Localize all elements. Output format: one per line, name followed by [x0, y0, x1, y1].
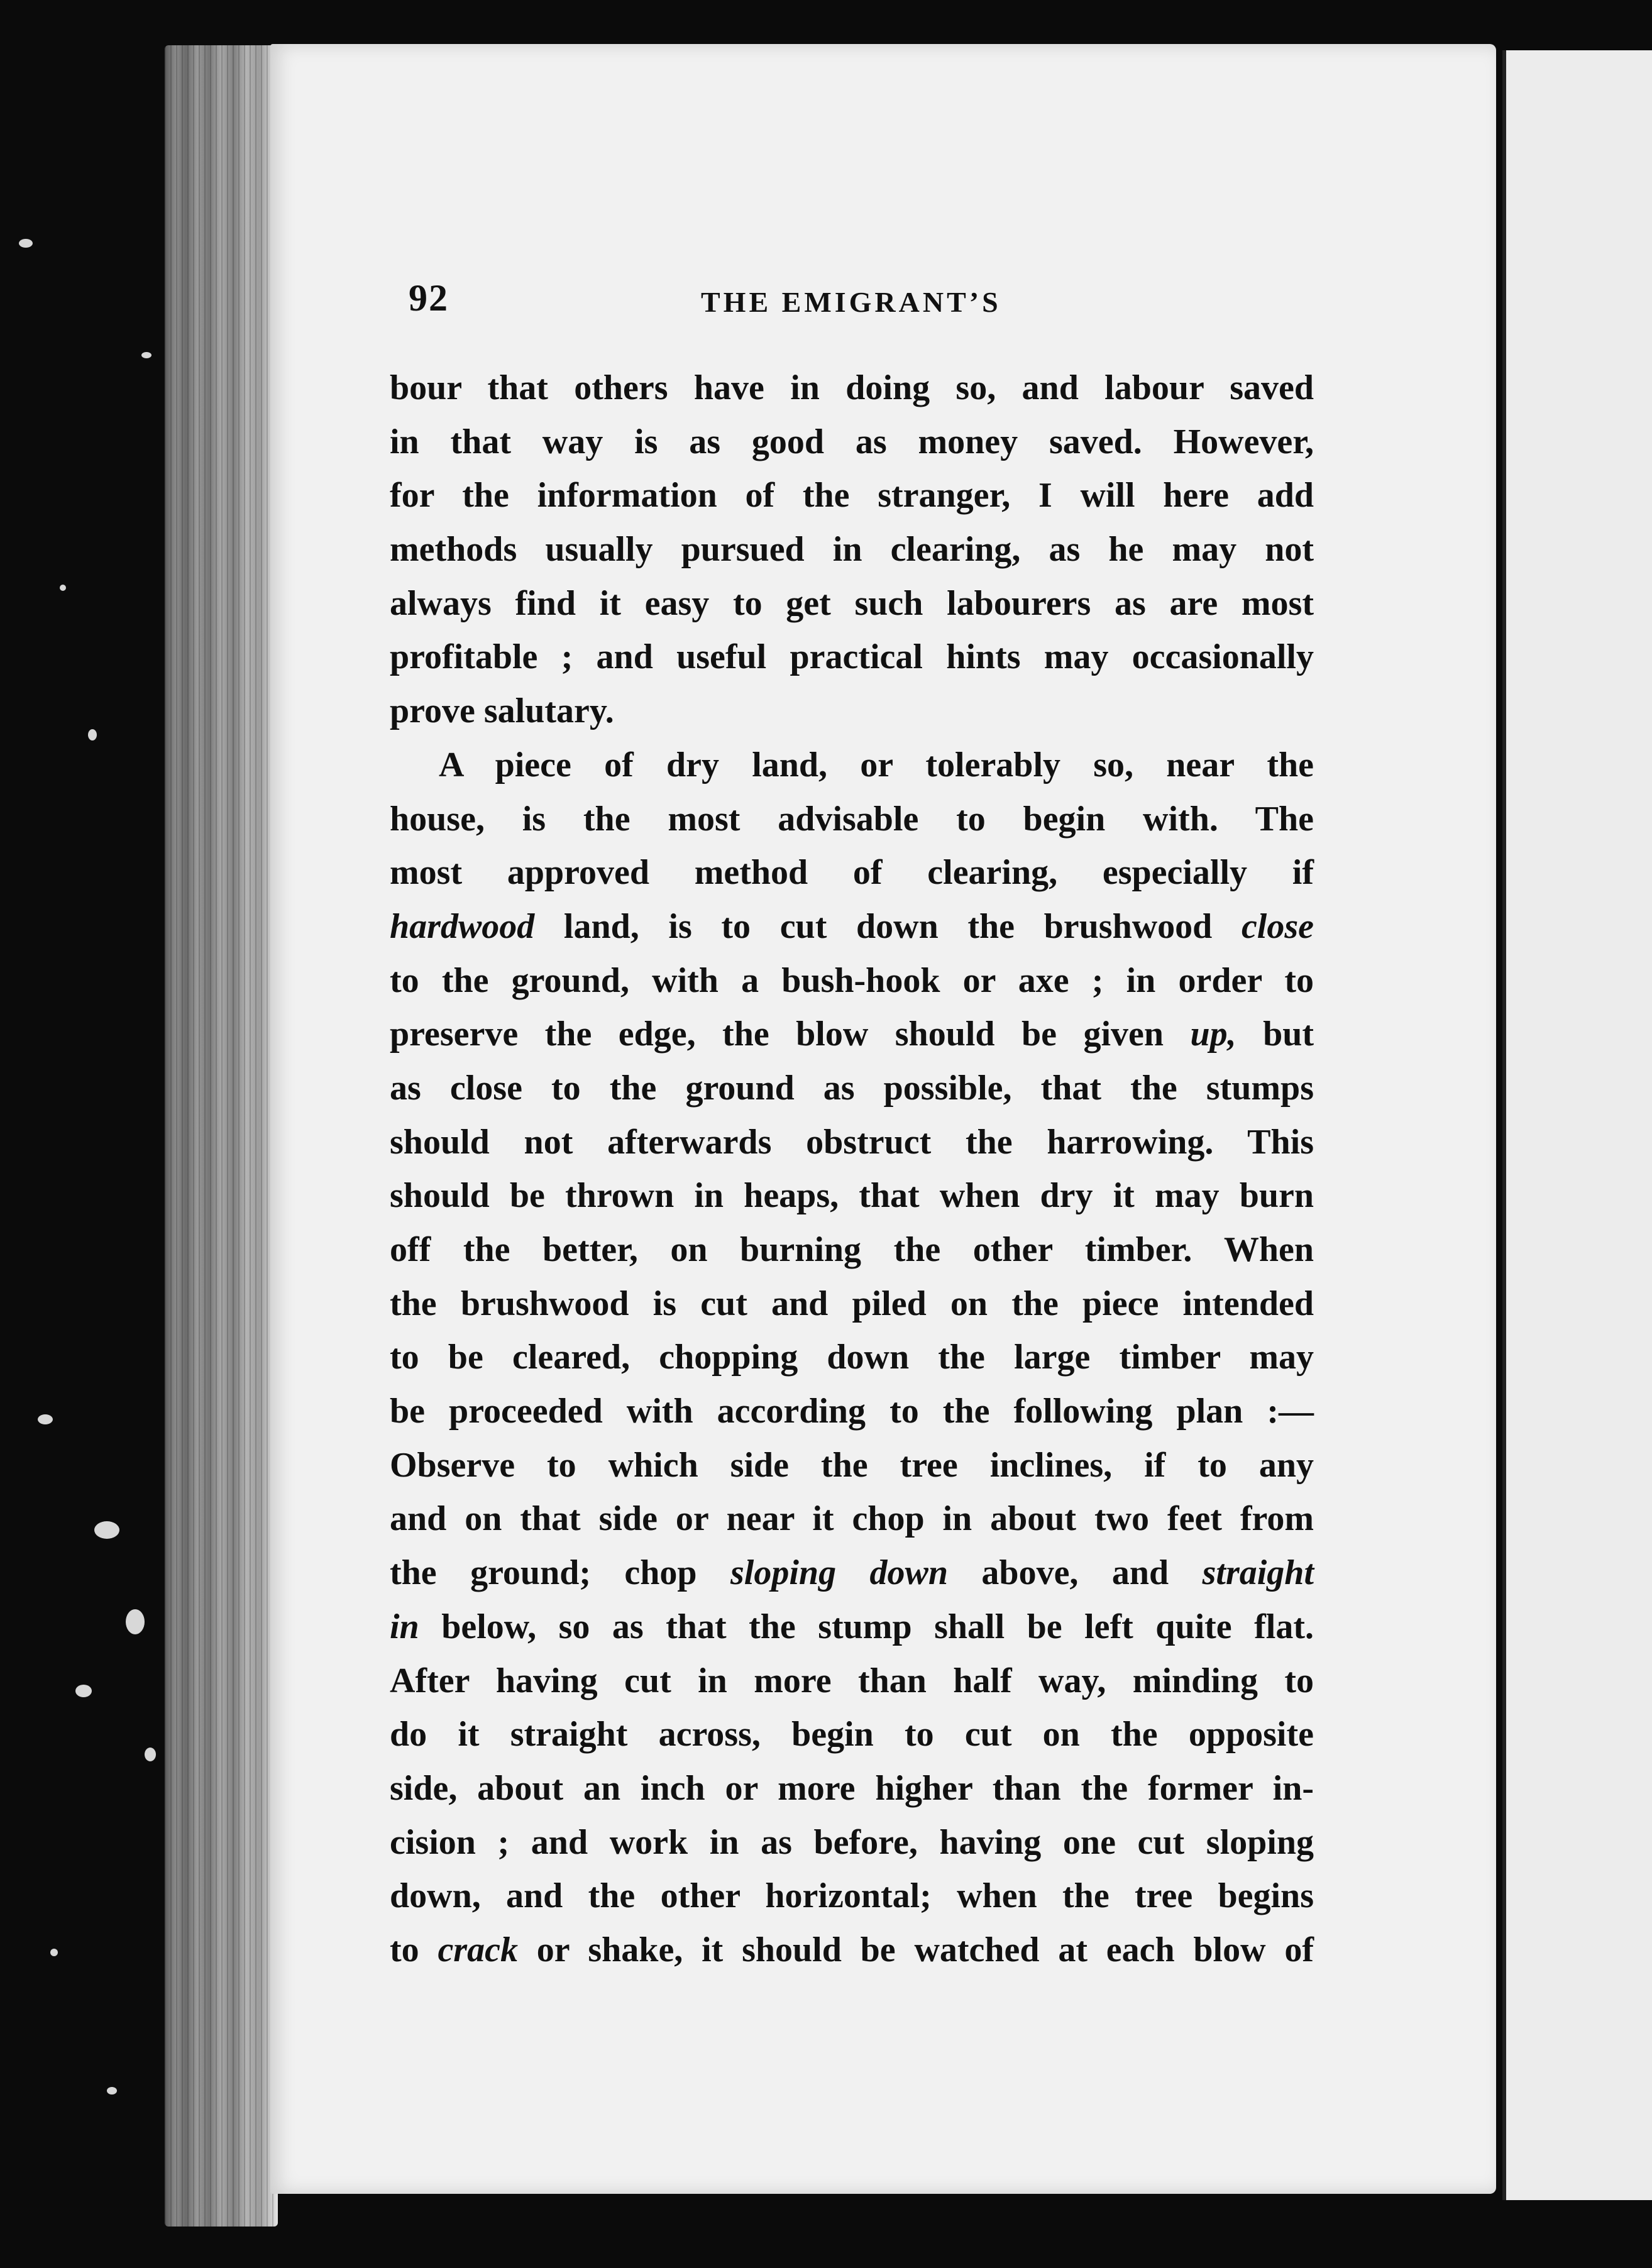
text-line: should not afterwards obstruct the harrowing. This [390, 1122, 1314, 1162]
running-head [409, 277, 1301, 327]
text-line: as close to the ground as possible, that the stumps [390, 1068, 1314, 1108]
text-run: below, so as that the stump shall be left quite flat. [419, 1607, 1314, 1646]
dust-speck [19, 239, 33, 248]
italic-text: close [1241, 906, 1314, 946]
dust-speck [38, 1414, 53, 1424]
text-line: the brushwood is cut and piled on the piece intended [390, 1284, 1314, 1323]
dust-speck [94, 1521, 119, 1539]
text-line [390, 1924, 1314, 1978]
body-text [390, 361, 1314, 1978]
text-line: to be cleared, chopping down the large timber may [390, 1338, 1314, 1377]
italic-text: sloping down [730, 1553, 948, 1593]
text-line: be proceeded with according to the following plan :— [390, 1392, 1314, 1431]
text-line: most approved method of clearing, especially if [390, 853, 1314, 893]
text-line [390, 900, 1314, 954]
dust-speck [60, 585, 66, 591]
text-line: for the information of the stranger, I will here add [390, 476, 1314, 515]
facing-page-edge [1502, 50, 1652, 2200]
dust-speck [145, 1748, 156, 1761]
text-run: to [390, 1930, 438, 1969]
running-title: THE EMIGRANT’S [701, 286, 1001, 318]
text-line [390, 1546, 1314, 1600]
text-line: should be thrown in heaps, that when dry it may burn [390, 1176, 1314, 1216]
text-line: cision ; and work in as before, having one cut sloping [390, 1822, 1314, 1862]
text-line: After having cut in more than half way, minding to [390, 1661, 1314, 1700]
text-line: to the ground, with a bush-hook or axe ; in order to [390, 961, 1314, 1000]
dust-speck [107, 2087, 117, 2095]
italic-text: hardwood [390, 906, 535, 946]
text-line: in that way is as good as money saved. However, [390, 422, 1314, 461]
text-run: preserve the edge, the blow should be given [390, 1015, 1191, 1054]
text-line: house, is the most advisable to begin with. The [390, 799, 1314, 839]
paragraph [390, 361, 1314, 739]
dust-speck [126, 1609, 145, 1634]
text-run: the ground; chop [390, 1553, 731, 1593]
dust-speck [50, 1949, 58, 1956]
text-line: always find it easy to get such labourers as are most [390, 583, 1314, 623]
text-line: side, about an inch or more higher than the former in- [390, 1768, 1314, 1808]
text-run: above, and [948, 1553, 1203, 1593]
text-line: A piece of dry land, or tolerably so, near the [439, 745, 1314, 784]
italic-text: in [390, 1607, 419, 1646]
italic-text: straight [1202, 1553, 1314, 1593]
text-line: down, and the other horizontal; when the tree begins [390, 1876, 1314, 1916]
italic-text: crack [438, 1930, 518, 1969]
text-line: and on that side or near it chop in about two feet from [390, 1499, 1314, 1539]
italic-text: up, [1190, 1015, 1236, 1054]
text-line: bour that others have in doing so, and labour saved [390, 368, 1314, 407]
page-number: 92 [409, 277, 449, 319]
dust-speck [88, 729, 97, 740]
text-line: profitable ; and useful practical hints may occasionally [390, 637, 1314, 677]
text-line: off the better, on burning the other timber. When [390, 1230, 1314, 1269]
text-run: or shake, it should be watched at each blow of [517, 1930, 1314, 1969]
text-run: land, is to cut down the brushwood [534, 906, 1242, 946]
text-line: Observe to which side the tree inclines, if to any [390, 1445, 1314, 1485]
text-line: methods usually pursued in clearing, as he may not [390, 530, 1314, 570]
text-line [390, 1008, 1314, 1062]
text-line: do it straight across, begin to cut on the opposite [390, 1715, 1314, 1754]
book-page-edges [165, 45, 278, 2227]
dust-speck [141, 352, 151, 358]
text-run: but [1236, 1015, 1314, 1054]
dust-speck [75, 1685, 92, 1697]
paragraph [390, 739, 1314, 1978]
text-line [390, 1600, 1314, 1654]
text-line: prove salutary. [390, 691, 614, 731]
